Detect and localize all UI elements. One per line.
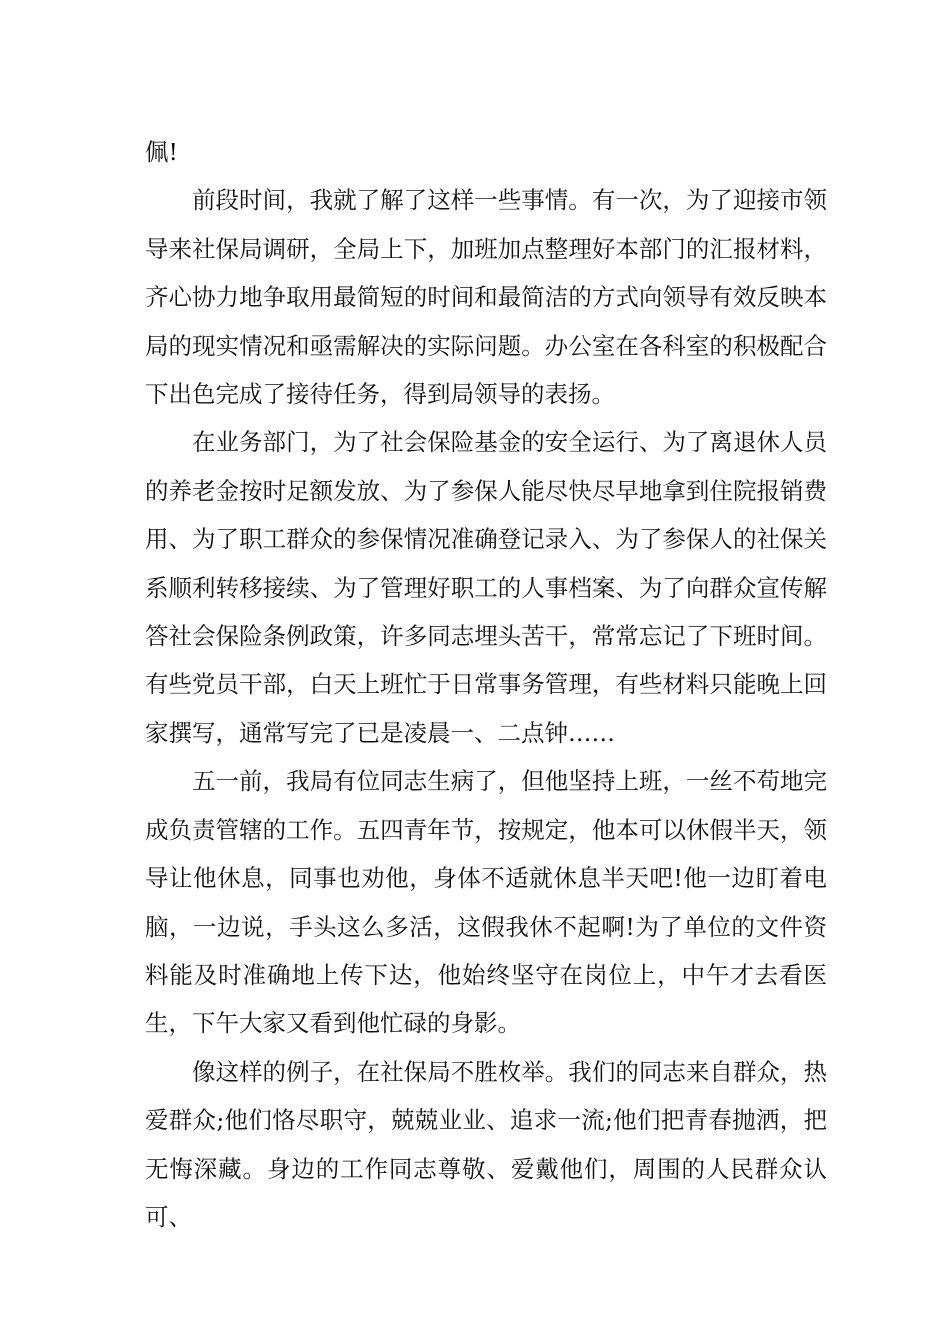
paragraph-continuation: 佩! bbox=[145, 138, 178, 166]
paragraph-reception-task: 前段时间，我就了解了这样一些事情。有一次，为了迎接市领导来社保局调研，全局上下，加班加点整理好本部门的汇报材料，齐心协力地争取用最简短的时间和最简洁的方式向领导有效反映本局的现实情况和亟需解决的实际问题。办公室在各科室的积极配合下出色完成了接待任务，得到局领导的表扬。 bbox=[145, 186, 827, 409]
paragraph-many-examples: 像这样的例子，在社保局不胜枚举。我们的同志来自群众，热爱群众;他们恪尽职守，兢兢业业、追求一流;他们把青春抛洒，把无悔深藏。身边的工作同志尊敬、爱戴他们，周围的人民群众认可、 bbox=[145, 1057, 827, 1231]
paragraph-business-departments: 在业务部门，为了社会保险基金的安全运行、为了离退休人员的养老金按时足额发放、为了参保人能尽快尽早地拿到住院报销费用、为了职工群众的参保情况准确登记录入、为了参保人的社保关系顺利转移接续、为了管理好职工的人事档案、为了向群众宣传解答社会保险条例政策，许多同志埋头苦干，常常忘记了下班时间。有些党员干部，白天上班忙于日常事务管理，有些材料只能晚上回家撰写，通常写完了已是凌晨一、二点钟…… bbox=[145, 428, 827, 747]
document-body bbox=[145, 128, 827, 1241]
paragraph-may-day-example: 五一前，我局有位同志生病了，但他坚持上班，一丝不苟地完成负责管辖的工作。五四青年节，按规定，他本可以休假半天，领导让他休息，同事也劝他，身体不适就休息半天吧!他一边盯着电脑，一边说，手头这么多活，这假我休不起啊!为了单位的文件资料能及时准确地上传下达，他始终坚守在岗位上，中午才去看医生，下午大家又看到他忙碌的身影。 bbox=[145, 767, 827, 1038]
